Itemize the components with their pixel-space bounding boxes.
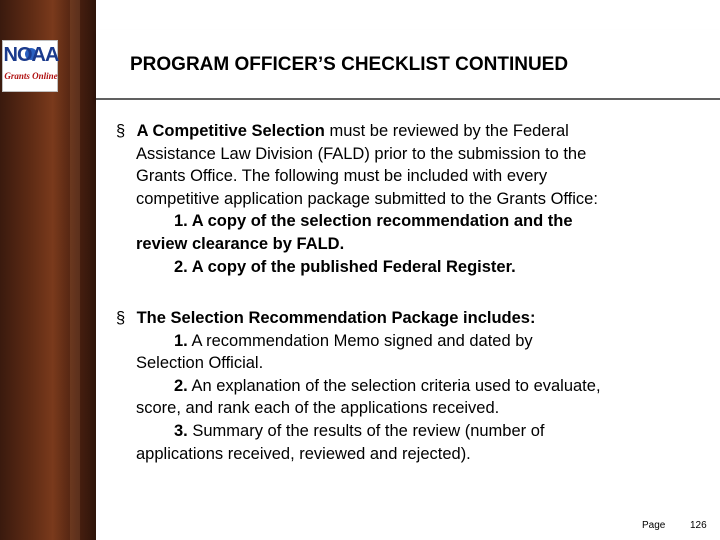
section1-lead-rest: must be reviewed by the Federal: [324, 122, 569, 140]
section-competitive-selection: [116, 120, 716, 278]
section1-line1: [116, 120, 716, 143]
bullet-icon: §: [116, 309, 126, 327]
logo-name: NOAA: [3, 44, 59, 66]
section2-item1-b: Selection Official.: [136, 354, 264, 373]
section1-item1-b: [116, 233, 716, 256]
section1-item1-a-text: 1. A copy of the selection recommendation and the: [174, 212, 573, 231]
section1-item2: [116, 256, 716, 279]
bullet-icon: §: [116, 122, 126, 140]
section1-line4: competitive application package submitted to the Grants Office:: [136, 189, 598, 208]
section1-lead-bold: A Competitive Selection: [136, 122, 325, 140]
noaa-logo: [2, 40, 58, 92]
sidebar-streak: [70, 0, 80, 540]
section2-item2-num: 2.: [174, 376, 188, 395]
section2-item3-b: applications received, reviewed and rejected).: [136, 444, 471, 463]
section2-item3-a: [116, 420, 716, 443]
section2-item3-a-text: Summary of the results of the review (number of: [187, 421, 545, 440]
section2-item1-a-text: A recommendation Memo signed and dated by: [187, 331, 533, 350]
section2-line1: [116, 307, 716, 330]
section1-item2-text: 2. A copy of the published Federal Register.: [174, 257, 516, 276]
section2-item2-a-text: An explanation of the selection criteria used to evaluate,: [187, 376, 601, 395]
sidebar-banner: [0, 0, 96, 540]
page-number: 126: [690, 520, 707, 531]
section2-item2-a: [116, 375, 716, 398]
title-bar: [96, 30, 720, 100]
section1-line2: Assistance Law Division (FALD) prior to the submission to the: [136, 144, 587, 163]
page-label: Page: [642, 520, 666, 531]
section2-lead-bold: The Selection Recommendation Package includes:: [136, 309, 536, 327]
section1-line3: Grants Office. The following must be included with every: [136, 167, 548, 186]
section2-item1-a: [116, 330, 716, 353]
section2-item3-num: 3.: [174, 421, 188, 440]
section1-item1-b-text: review clearance by FALD.: [136, 234, 345, 253]
slide-content: [96, 100, 720, 540]
section-selection-package: [116, 307, 716, 465]
section2-item1-num: 1.: [174, 331, 188, 350]
section2-item2-b: score, and rank each of the applications received.: [136, 399, 500, 418]
page-title: PROGRAM OFFICER’S CHECKLIST CONTINUED: [130, 54, 569, 75]
logo-tagline: Grants Online: [4, 71, 58, 81]
section1-item1-a: [116, 210, 716, 233]
